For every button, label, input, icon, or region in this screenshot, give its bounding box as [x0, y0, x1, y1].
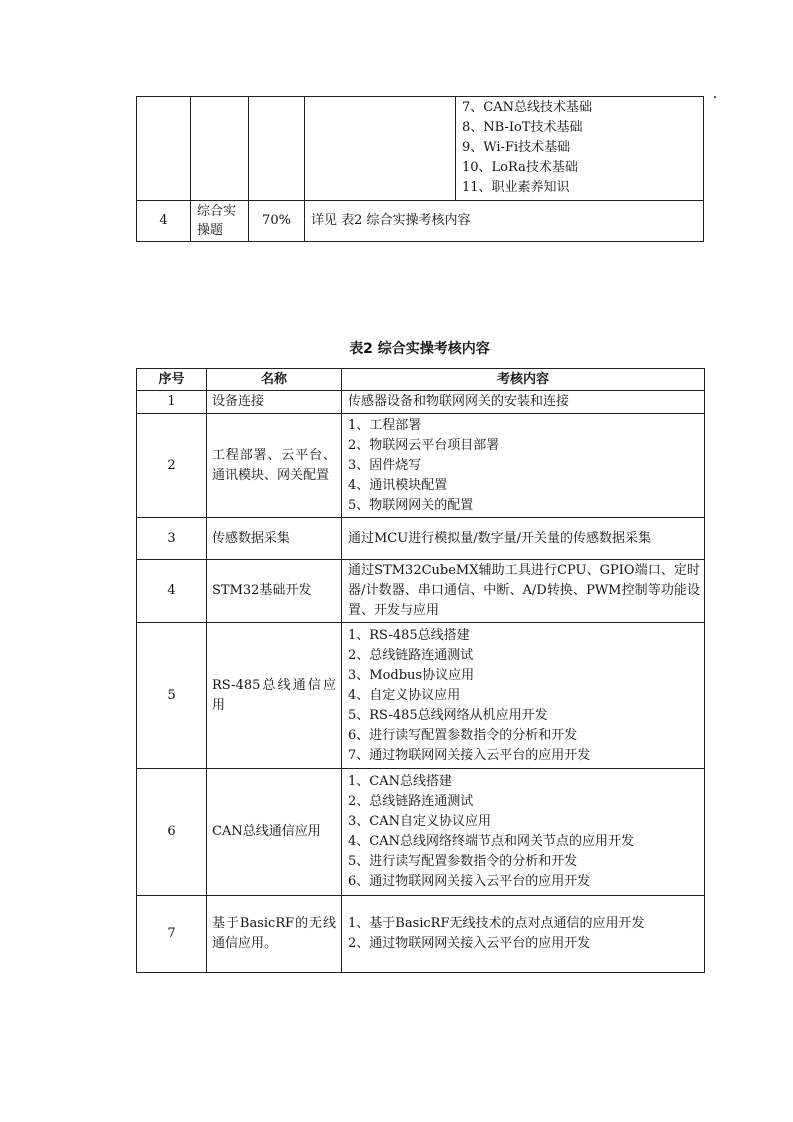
- row-index: 1: [137, 391, 207, 414]
- row-content: 详见 表2 综合实操考核内容: [305, 201, 704, 242]
- content-line: 5、进行读写配置参数指令的分析和开发: [348, 854, 578, 869]
- list-item: 7、CAN总线技术基础: [462, 100, 592, 115]
- row-name: STM32基础开发: [207, 560, 342, 623]
- list-item: 8、NB-IoT技术基础: [462, 120, 583, 135]
- header-index: 序号: [137, 369, 207, 391]
- table-row: [137, 414, 705, 518]
- row-index: 3: [137, 518, 207, 560]
- table-row: [137, 623, 705, 769]
- row-name: 基于BasicRF的无线通信应用。: [207, 896, 342, 973]
- header-name: 名称: [207, 369, 342, 391]
- row-content: [342, 414, 705, 518]
- table-2-body: [137, 391, 705, 973]
- row-name: RS-485总线通信应用: [207, 623, 342, 769]
- row-content: [342, 518, 705, 560]
- row-index: 4: [137, 560, 207, 623]
- content-line: 7、通过物联网网关接入云平台的应用开发: [348, 747, 591, 763]
- table-row: [137, 896, 705, 973]
- table-1-continuation: [136, 96, 704, 242]
- content-line: 通过MCU进行模拟量/数字量/开关量的传感数据采集: [348, 530, 651, 546]
- content-line: 2、总线链路连通测试: [348, 794, 474, 809]
- content-line: 5、RS-485总线网络从机应用开发: [348, 707, 548, 723]
- row-content: [342, 391, 705, 414]
- row-index: 5: [137, 623, 207, 769]
- content-line: 3、CAN自定义协议应用: [348, 814, 491, 829]
- content-line: 3、固件烧写: [348, 457, 422, 473]
- table-cell: [137, 97, 191, 201]
- list-item: 11、职业素养知识: [462, 180, 570, 195]
- table-row: [137, 769, 705, 896]
- row-content: [342, 560, 705, 623]
- row-content: [342, 896, 705, 973]
- table-row: [137, 391, 705, 414]
- table-row: [137, 201, 704, 242]
- content-line: 2、通过物联网网关接入云平台的应用开发: [348, 936, 591, 951]
- table-row: [137, 560, 705, 623]
- content-line: 2、物联网云平台项目部署: [348, 437, 500, 453]
- page-mark: [714, 96, 716, 98]
- row-name: 设备连接: [207, 391, 342, 414]
- table-2-caption: 表2 综合实操考核内容: [349, 341, 490, 357]
- content-line: 5、物联网网关的配置: [348, 497, 474, 513]
- table-row: [137, 518, 705, 560]
- row-content: [342, 769, 705, 896]
- row-index: 4: [137, 201, 191, 242]
- content-line: 4、自定义协议应用: [348, 687, 461, 703]
- content-line: 1、工程部署: [348, 417, 422, 433]
- row-name: 工程部署、云平台、通讯模块、网关配置: [207, 414, 342, 518]
- table-2: [136, 368, 705, 973]
- content-line: 4、CAN总线网络终端节点和网关节点的应用开发: [348, 834, 634, 849]
- row-content: [342, 623, 705, 769]
- row-index: 7: [137, 896, 207, 973]
- table-row: [137, 97, 704, 201]
- table-cell: [191, 97, 249, 201]
- row-name: 传感数据采集: [207, 518, 342, 560]
- row-name: 综合实操题: [191, 201, 249, 242]
- content-line: 1、基于BasicRF无线技术的点对点通信的应用开发: [348, 916, 645, 931]
- content-line: 3、Modbus协议应用: [348, 667, 475, 683]
- content-line: 6、进行读写配置参数指令的分析和开发: [348, 727, 578, 743]
- list-item: 10、LoRa技术基础: [462, 160, 578, 175]
- knowledge-list-cell: [456, 97, 704, 201]
- content-line: 通过STM32CubeMX辅助工具进行CPU、GPIO端口、定时器/计数器、串口通信、中断、A/D转换、PWM控制等功能设置、开发与应用: [348, 563, 700, 618]
- row-name: CAN总线通信应用: [207, 769, 342, 896]
- content-line: 1、RS-485总线搭建: [348, 627, 470, 643]
- row-weight: 70%: [249, 201, 305, 242]
- content-line: 6、通过物联网网关接入云平台的应用开发: [348, 874, 591, 889]
- content-line: 4、通讯模块配置: [348, 477, 448, 493]
- list-item: 9、Wi-Fi技术基础: [462, 140, 571, 155]
- table-header-row: [137, 369, 705, 391]
- table-cell: [305, 97, 456, 201]
- row-index: 6: [137, 769, 207, 896]
- content-line: 传感器设备和物联网网关的安装和连接: [348, 394, 570, 409]
- content-line: 1、CAN总线搭建: [348, 774, 452, 789]
- content-line: 2、总线链路连通测试: [348, 647, 474, 663]
- header-content: 考核内容: [342, 369, 705, 391]
- row-index: 2: [137, 414, 207, 518]
- table-cell: [249, 97, 305, 201]
